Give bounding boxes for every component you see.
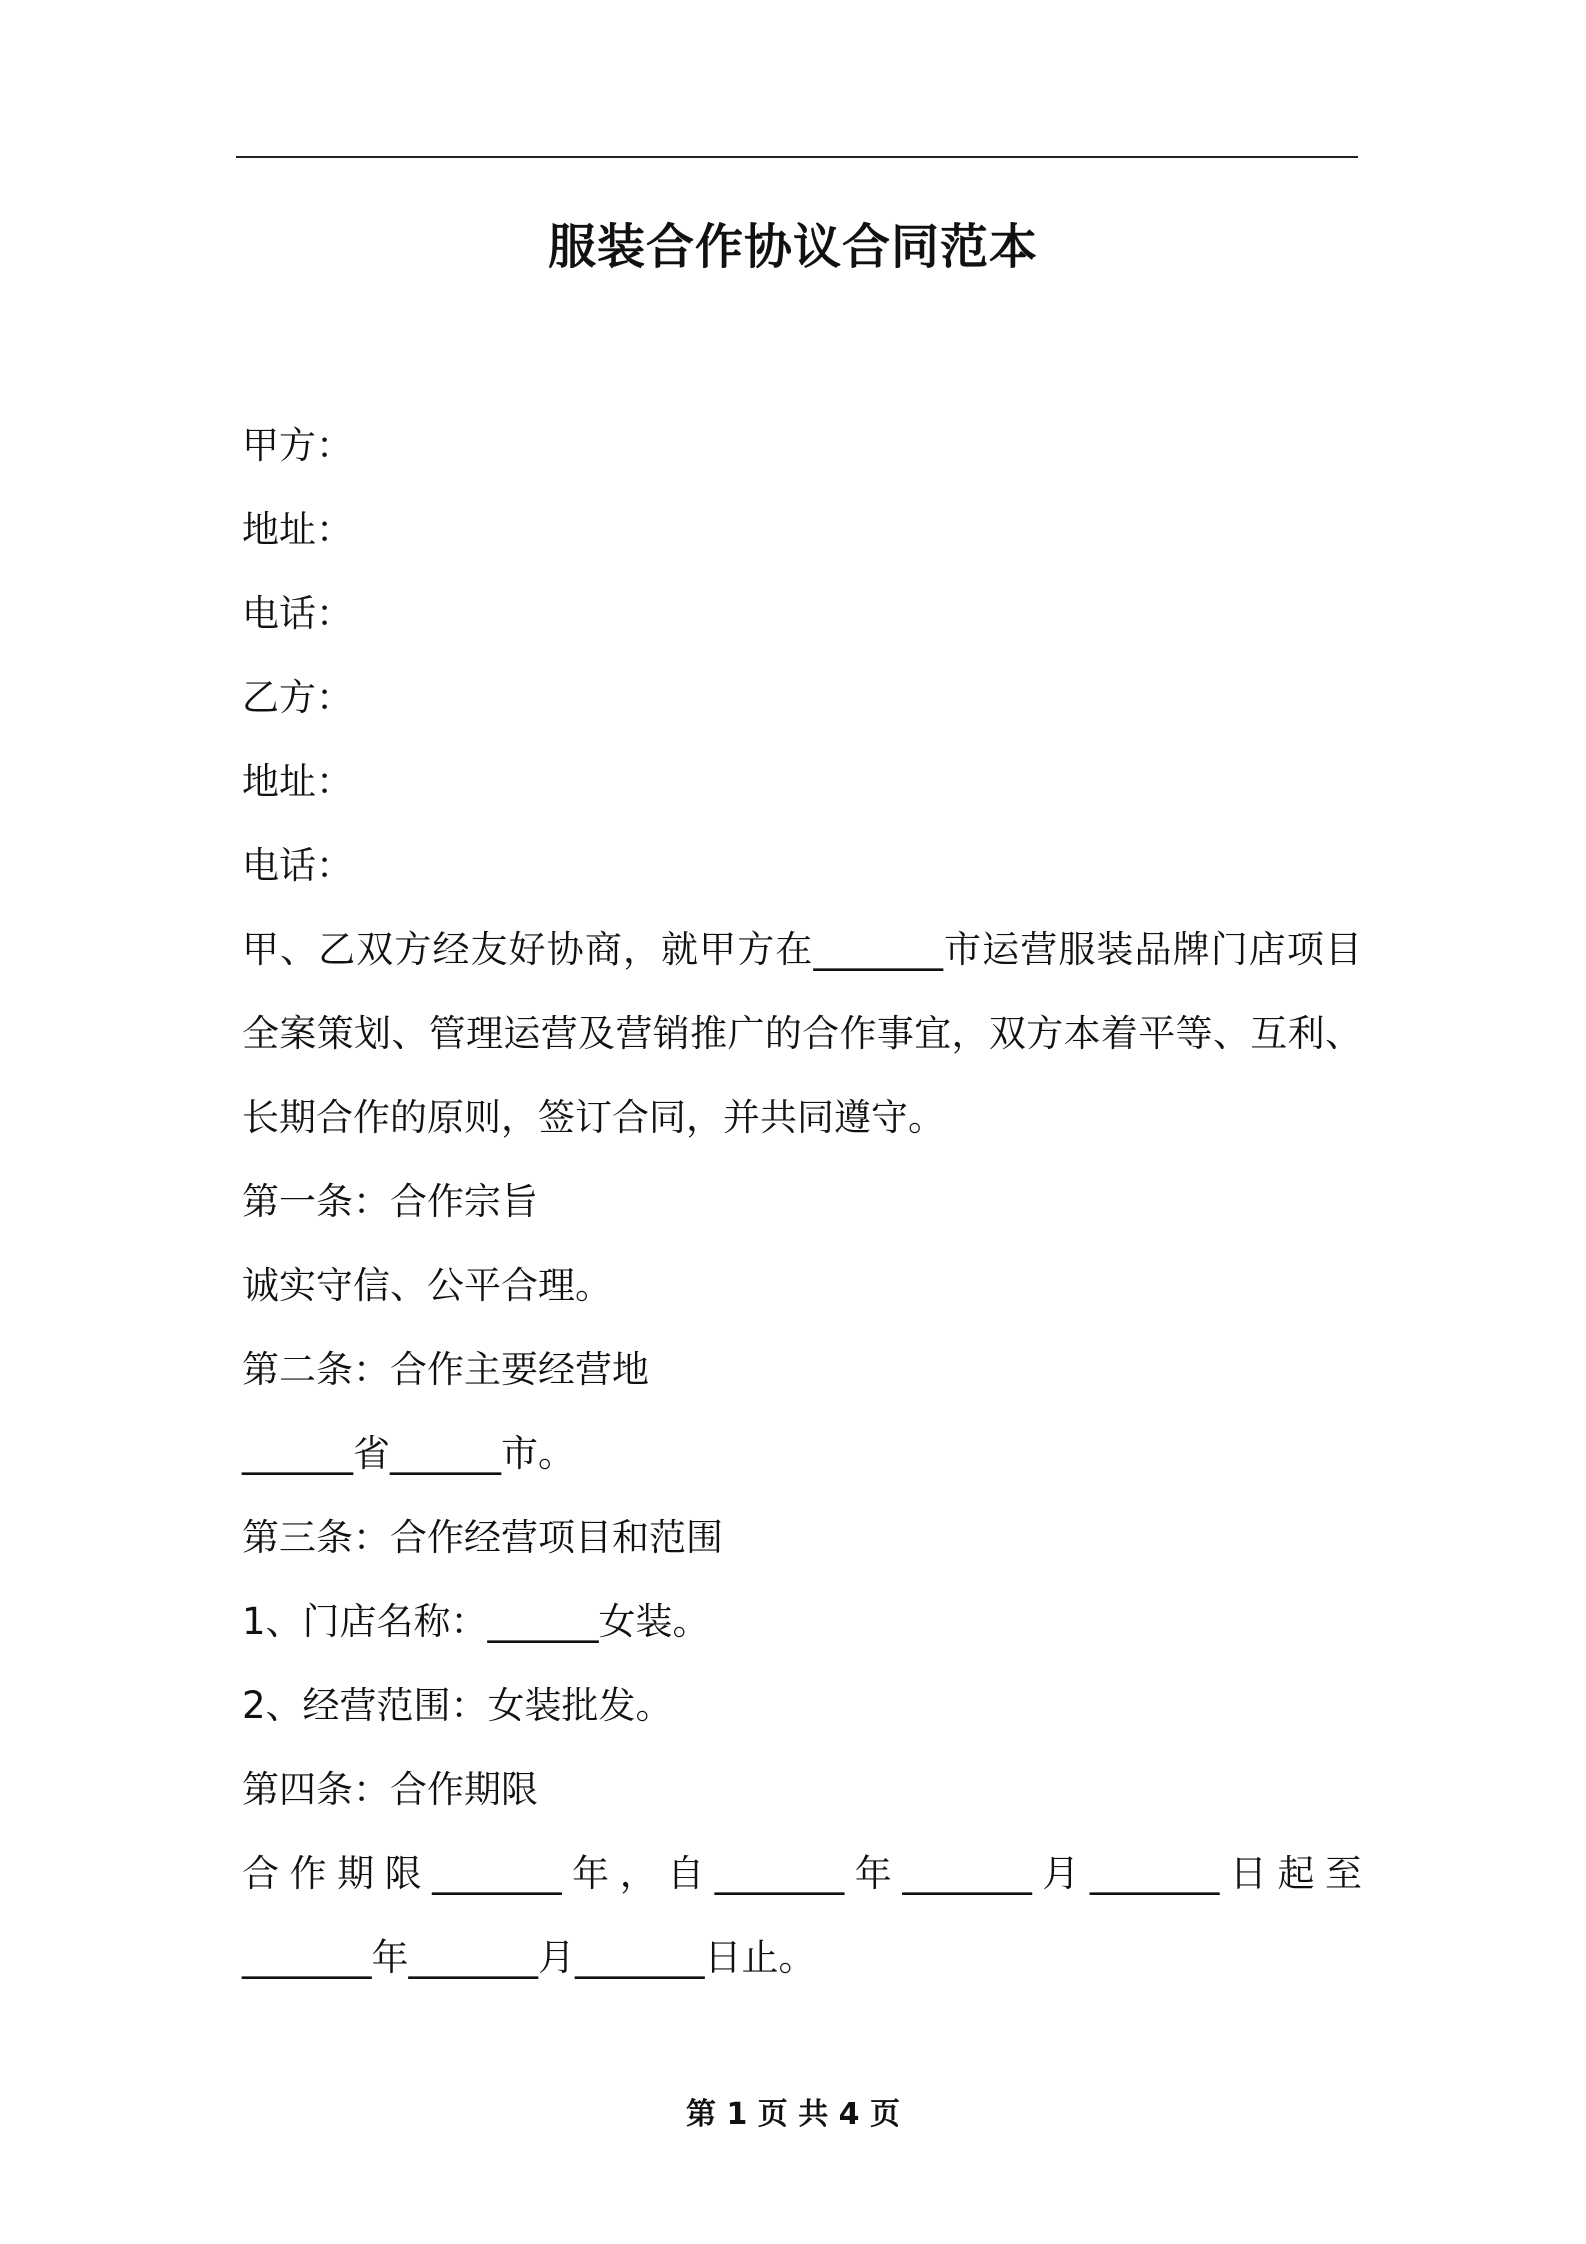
party-b-phone: 电话： (242, 844, 353, 887)
document-title: 服装合作协议合同范本 (547, 219, 1038, 275)
page-number: 第 1 页 共 4 页 (686, 2097, 900, 2132)
party-a-address: 地址： (242, 508, 353, 551)
article-2-text: ______省______市。 (242, 1432, 575, 1475)
article-4-heading: 第四条：合作期限 (242, 1768, 538, 1811)
article-2-heading: 第二条：合作主要经营地 (242, 1348, 649, 1391)
preamble-line-1: 甲、乙双方经友好协商，就甲方在_______市运营服装品牌门店项目 (242, 928, 1362, 971)
header-rule (236, 156, 1358, 158)
article-3-heading: 第三条：合作经营项目和范围 (242, 1516, 723, 1559)
party-a-label: 甲方： (242, 424, 353, 467)
article-4-text-line-2: _______年_______月_______日止。 (242, 1936, 816, 1979)
article-3-item-2: 2、经营范围：女装批发。 (242, 1684, 673, 1727)
party-b-label: 乙方： (242, 676, 353, 719)
article-4-text-line-1: 合作期限_______年，自_______年_______月_______日起至 (242, 1852, 1362, 1895)
party-b-address: 地址： (242, 760, 353, 803)
preamble-line-2: 全案策划、管理运营及营销推广的合作事宜，双方本着平等、互利、 (242, 1012, 1362, 1055)
document-body (242, 404, 1362, 2000)
article-3-item-1: 1、门店名称：______女装。 (242, 1600, 710, 1643)
party-a-phone: 电话： (242, 592, 353, 635)
preamble-line-3: 长期合作的原则，签订合同，并共同遵守。 (242, 1096, 945, 1139)
article-1-text: 诚实守信、公平合理。 (242, 1264, 612, 1307)
article-1-heading: 第一条：合作宗旨 (242, 1180, 538, 1223)
